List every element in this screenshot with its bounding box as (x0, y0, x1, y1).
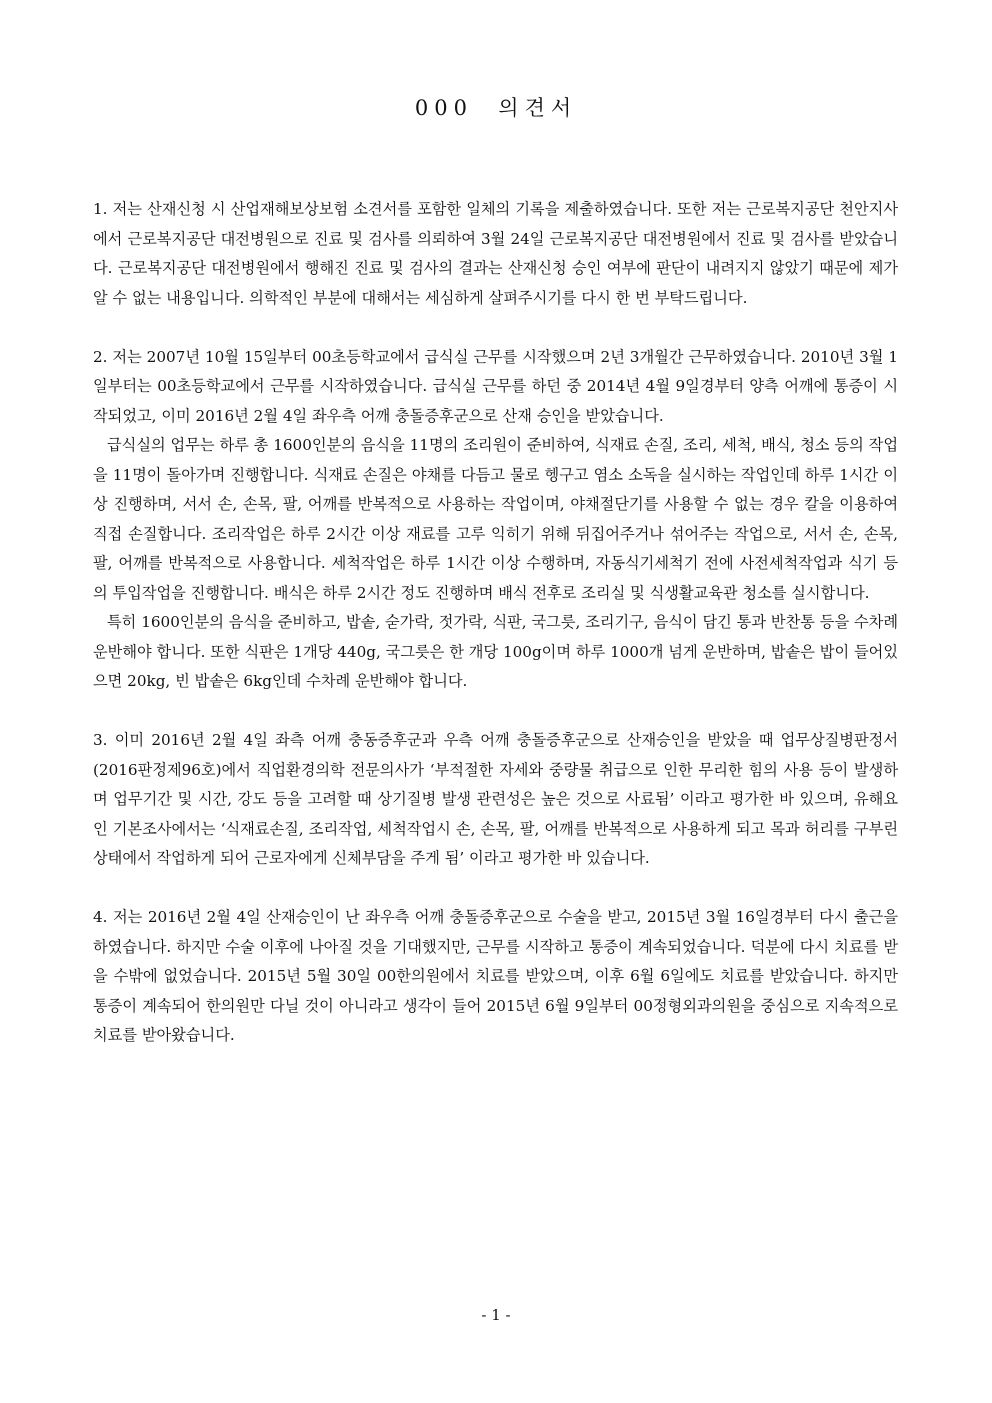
document-title: 000 의견서 (414, 96, 578, 120)
paragraph-2-work-description: 급식실의 업무는 하루 총 1600인분의 음식을 11명의 조리원이 준비하여, 식재료 손질, 조리, 세척, 배식, 청소 등의 작업을 11명이 돌아가며 진행합니다. 식재료 손질은 야채를 다듬고 물로 헹구고 염소 소독을 실시하는 작업인데 하루 1시간 이상 진행하며, 서서 손, 손목, 팔, 어깨를 반복적으로 사용하는 작업이며, 야채절단기를 사용할 수 없는 경우 칼을 이용하여 직접 손질합니다. 조리작업은 하루 2시간 이상 재료를 고루 익히기 위해 뒤집어주거나 섞어주는 작업으로, 서서 손, 손목, 팔, 어깨를 반복적으로 사용합니다. 세척작업은 하루 1시간 이상 수행하며, 자동식기세척기 전에 사전세척작업과 식기 등의 투입작업을 진행합니다. 배식은 하루 2시간 정도 진행하며 배식 전후로 조리실 및 식생활교육관 청소를 실시합니다. (93, 436, 898, 602)
paragraph-3: 3. 이미 2016년 2월 4일 좌측 어깨 충동증후군과 우측 어깨 충돌증후군으로 산재승인을 받았을 때 업무상질병판정서(2016판정제96호)에서 직업환경의학 전문의사가 ‘부적절한 자세와 중량물 취급으로 인한 무리한 힘의 사용 등이 발생하며 업무기간 및 시간, 강도 등을 고려할 때 상기질병 발생 관련성은 높은 것으로 사료됨’ 이라고 평가한 바 있으며, 유해요인 기본조사에서는 ‘식재료손질, 조리작업, 세척작업시 손, 손목, 팔, 어깨를 반복적으로 사용하게 되고 목과 허리를 구부린 상태에서 작업하게 되어 근로자에게 신체부담을 주게 됨’ 이라고 평가한 바 있습니다. (93, 731, 898, 867)
paragraph-2-transport-description: 특히 1600인분의 음식을 준비하고, 밥솥, 숟가락, 젓가락, 식판, 국그릇, 조리기구, 음식이 담긴 통과 반찬통 등을 수차례 운반해야 합니다. 또한 식판은 1개당 440g, 국그릇은 한 개당 100g이며 하루 1000개 넘게 운반하며, 밥솥은 밥이 들어있으면 20kg, 빈 밥솥은 6kg인데 수차례 운반해야 합니다. (93, 613, 898, 690)
page-number: - 1 - (481, 1306, 511, 1324)
document-body (93, 195, 898, 1080)
paragraph-2: 2. 저는 2007년 10월 15일부터 00초등학교에서 급식실 근무를 시작했으며 2년 3개월간 근무하였습니다. 2010년 3월 1일부터는 00초등학교에서 근무를 시작하였습니다. 급식실 근무를 하던 중 2014년 4월 9일경부터 양측 어깨에 통증이 시작되었고, 이미 2016년 2월 4일 좌우측 어깨 충돌증후군으로 산재 승인을 받았습니다. (93, 347, 898, 425)
paragraph-1: 1. 저는 산재신청 시 산업재해보상보험 소견서를 포함한 일체의 기록을 제출하였습니다. 또한 저는 근로복지공단 천안지사에서 근로복지공단 대전병원으로 진료 및 검사를 의뢰하여 3월 24일 근로복지공단 대전병원에서 진료 및 검사를 받았습니다. 근로복지공단 대전병원에서 행해진 진료 및 검사의 결과는 산재신청 승인 여부에 판단이 내려지지 않았기 때문에 제가 알 수 없는 내용입니다. 의학적인 부분에 대해서는 세심하게 살펴주시기를 다시 한 번 부탁드립니다. (93, 200, 898, 307)
paragraph-4: 4. 저는 2016년 2월 4일 산재승인이 난 좌우측 어깨 충돌증후군으로 수술을 받고, 2015년 3월 16일경부터 다시 출근을 하였습니다. 하지만 수술 이후에 나아질 것을 기대했지만, 근무를 시작하고 통증이 계속되었습니다. 덕분에 다시 치료를 받을 수밖에 없었습니다. 2015년 5월 30일 00한의원에서 치료를 받았으며, 이후 6월 6일에도 치료를 받았습니다. 하지만 통증이 계속되어 한의원만 다닐 것이 아니라고 생각이 들어 2015년 6월 9일부터 00정형외과의원을 중심으로 지속적으로 치료를 받아왔습니다. (93, 908, 898, 1044)
